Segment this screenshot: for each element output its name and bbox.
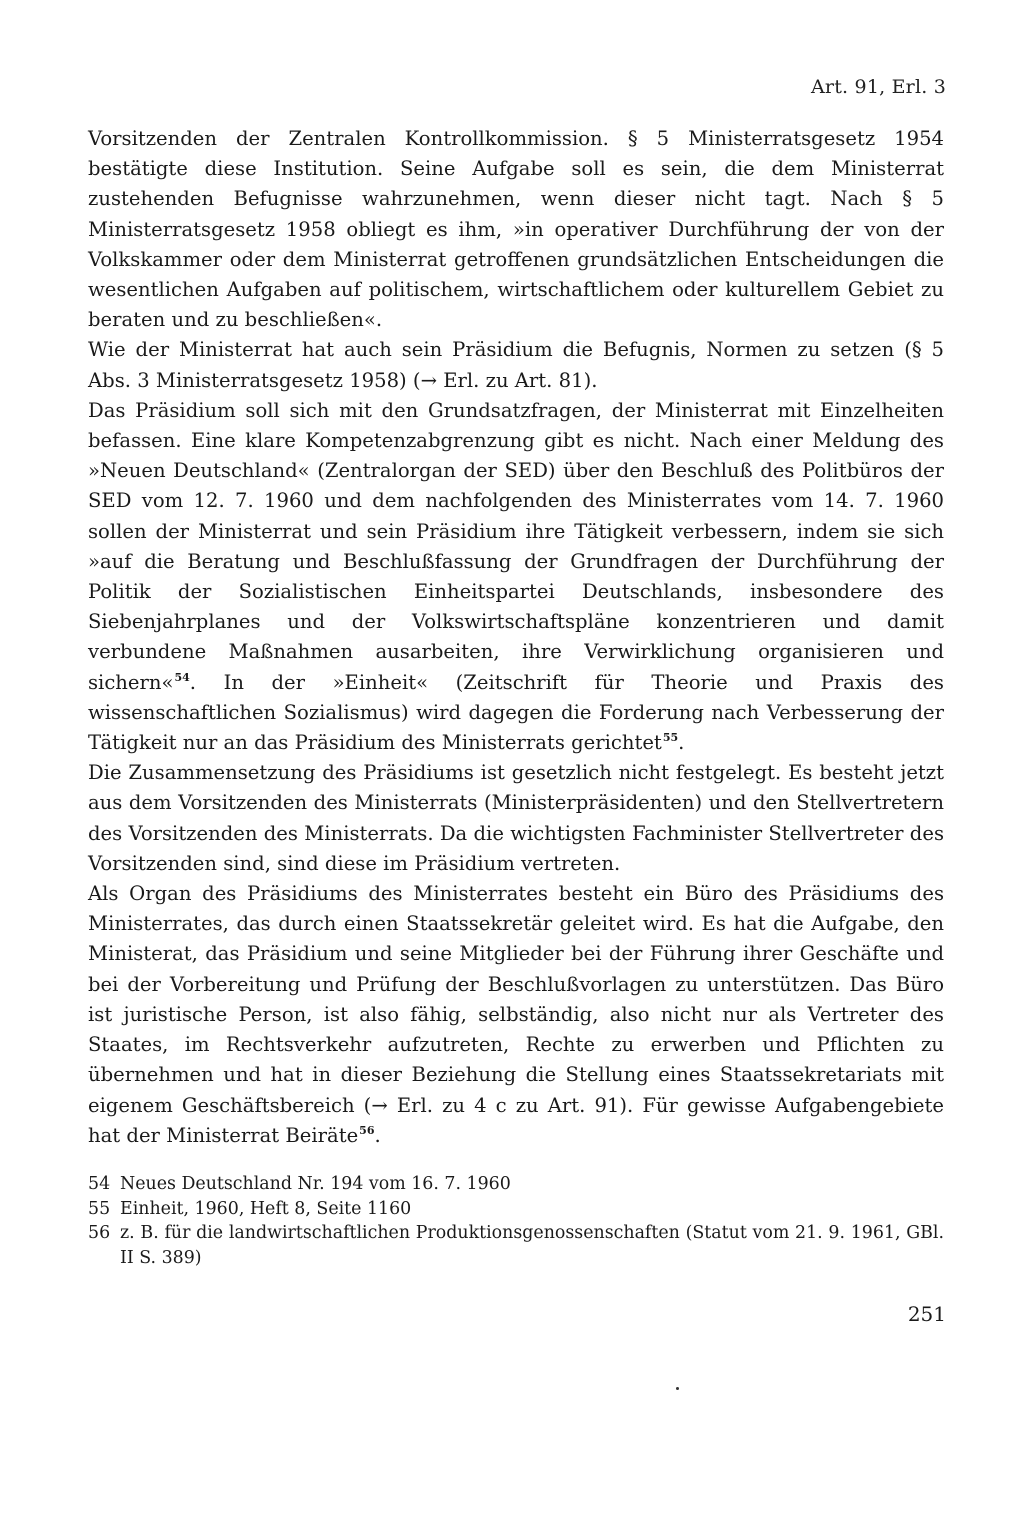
body-text [88, 124, 944, 1151]
footnote-ref-55[interactable]: 55 [662, 731, 679, 745]
footnote-text: Einheit, 1960, Heft 8, Seite 1160 [120, 1198, 412, 1219]
paragraph-3-text-c: . [678, 731, 685, 755]
paragraph-5-text-a: Als Organ des Präsidiums des Ministerrates besteht ein Büro des Präsidiums des Ministerrates, das durch einen Staatssekretär geleitet wird. Es hat die Aufgabe, den Ministerat, das Präsidium und seine Mitglieder bei der Führung ihrer Geschäfte und bei der Vorbereitung und Prüfung der Beschlußvorlagen zu unterstützen. Das Büro ist juristische Person, ist also fähig, selbständig, also nicht nur als Vertreter des Staates, im Rechtsverkehr aufzutreten, Rechte zu erwerben und Pflichten zu übernehmen und hat in dieser Beziehung die Stellung eines Staatssekretariats mit eigenem Geschäftsbereich (→ Erl. zu 4 c zu Art. 91). Für gewisse Aufgabengebiete hat der Ministerrat Beiräte [88, 882, 944, 1147]
footnote-number: 55 [88, 1198, 111, 1219]
paragraph-5 [88, 879, 944, 1151]
print-speck [676, 1387, 679, 1390]
footnote-number: 56 [88, 1223, 111, 1243]
paragraph-4: Die Zusammensetzung des Präsidiums ist gesetzlich nicht festgelegt. Es besteht jetzt aus dem Vorsitzenden des Ministerrats (Ministerpräsidenten) und den Stellvertretern des Vorsitzenden des Ministerrats. Da die wichtigsten Fachminister Stellvertreter des Vorsitzenden sind, sind diese im Präsidium vertreten. [88, 761, 944, 875]
paragraph-1: Vorsitzenden der Zentralen Kontrollkommission. § 5 Ministerratsgesetz 1954 bestätigte diese Institution. Seine Aufgabe soll es sein, die dem Ministerrat zustehenden Befugnisse wahrzunehmen, wenn dieser nicht tagt. Nach § 5 Ministerratsgesetz 1958 obliegt es ihm, »in operativer Durchführung der von der Volkskammer oder dem Ministerrat getroffenen grundsätzlichen Entscheidungen die wesentlichen Aufgaben auf politischem, wirtschaftlichem oder kulturellem Gebiet zu beraten und zu beschließen«. [88, 127, 944, 332]
running-head: Art. 91, Erl. 3 [811, 76, 946, 98]
paragraph-2: Wie der Ministerrat hat auch sein Präsidium die Befugnis, Normen zu setzen (§ 5 Abs. 3 Ministerratsgesetz 1958) (→ Erl. zu Art. 81). [88, 338, 944, 392]
footnote-number: 54 [88, 1174, 111, 1194]
footnote-text: Neues Deutschland Nr. 194 vom 16. 7. 1960 [120, 1174, 511, 1194]
paragraph-5-text-b: . [374, 1123, 381, 1147]
page-number: 251 [907, 1302, 946, 1326]
footnote-56 [88, 1221, 944, 1270]
paragraph-3-text-b: . In der »Einheit« (Zeitschrift für Theorie und Praxis des wissenschaftlichen Sozialismus) wird dagegen die Forderung nach Verbesserung der Tätigkeit nur an das Präsidium des Ministerrats gerichtet [88, 670, 944, 755]
paragraph-3 [88, 396, 944, 758]
footnote-ref-54[interactable]: 54 [174, 670, 190, 684]
paragraph-3-text-a: Das Präsidium soll sich mit den Grundsatzfragen, der Ministerrat mit Einzelheiten befassen. Eine klare Kompetenzabgrenzung gibt es nicht. Nach einer Meldung des »Neuen Deutschland« (Zentralorgan der SED) über den Beschluß des Politbüros der SED vom 12. 7. 1960 und dem nachfolgenden des Ministerrates vom 14. 7. 1960 sollen der Ministerrat und sein Präsidium ihre Tätigkeit verbessern, indem sie sich »auf die Beratung und Beschlußfassung der Grundfragen der Durchführung der Politik der Sozialistischen Einheitspartei Deutschlands, insbesondere des Siebenjahrplanes und der Volkswirtschaftspläne konzentrieren und damit verbundene Maßnahmen ausarbeiten, ihre Verwirklichung organisieren und sichern« [88, 398, 944, 694]
footnote-text: z. B. für die landwirtschaftlichen Produktionsgenossenschaften (Statut vom 21. 9. 1961, GBl. II S. 389) [120, 1223, 944, 1268]
footnote-54 [88, 1172, 944, 1197]
footnote-55 [88, 1197, 944, 1222]
footnotes [88, 1172, 944, 1270]
footnote-ref-56[interactable]: 56 [359, 1123, 375, 1137]
